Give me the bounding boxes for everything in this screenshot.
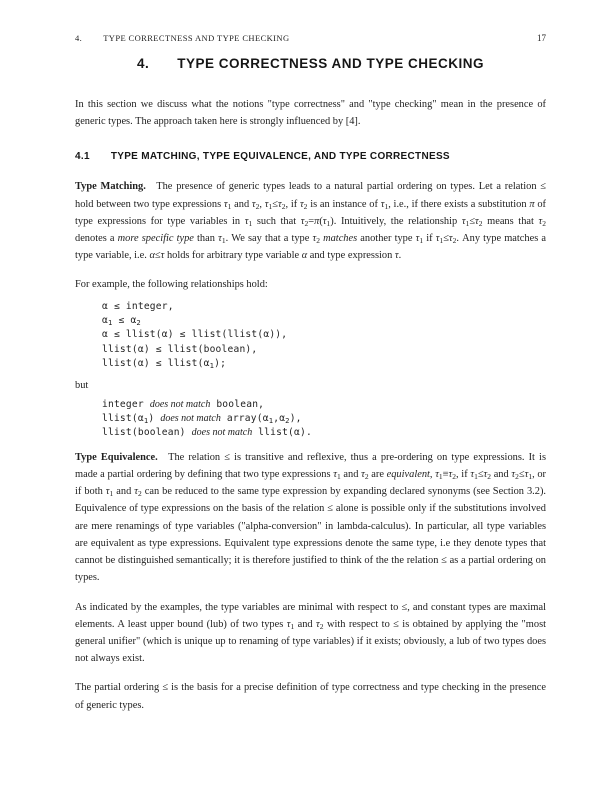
code-block-relationships [102, 300, 546, 372]
paragraph-type-equivalence: Type Equivalence. The relation ≤ is transitive and reflexive, thus a pre-ordering on type expressions. It is made a partial ordering by defining that two type expressions $\tau_1$ and $\tau_2$ are equivalent, $\tau_1\equiv\tau_2$, if $\tau_1\le\tau_2$ and $\tau_2\le\tau_1$, or if both $\tau_1$ and $\tau_2$ can be reduced to the same type expression by expanding declared synonyms (see Section 3.2). Equivalence of type expressions on the basis of the relation ≤ alone is possible only if the substitutions involved are mere renamings of type variables ("alpha-conversion" in lambda-calculus). In particular, all type variables are equivalent as type expressions. Equivalent type expressions denote the same type, i.e they denote types that cannot be distinguished semantically; it is therefore justified to think of the the relation ≤ as a partial ordering on types. [75, 451, 547, 584]
code-line: integer does not match boolean, [102, 398, 265, 410]
code-line: llist(α) ≤ $llist(\alpha_1)$; [102, 358, 227, 371]
running-head-section-number: 4. [75, 33, 83, 43]
section-title-number: 4. [136, 56, 150, 71]
running-head [75, 33, 546, 43]
paragraph-lub: As indicated by the examples, the type variables are minimal with respect to ≤, and constant types are maximal elements. A least upper bound (lub) of two types $\tau_1$ and $\tau_2$ with respect to ≤ is obtained by applying the "most general unifier" (which is unique up to renaming of type variables) if it exists; obviously, a lub of two types does not always exist. [75, 601, 547, 665]
paragraph-intro: In this section we discuss what the notions "type correctness" and "type checking" mean in the presence of generic types. The approach taken here is strongly influenced by [4]. [75, 99, 546, 128]
code-line: llist(α) ≤ llist(boolean), [102, 343, 258, 355]
but-connector: but [75, 379, 89, 391]
code-block-nonmatch [102, 398, 546, 441]
paragraph-closing: The partial ordering ≤ is the basis for a precise definition of type correctness and type checking in the presence of generic types. [75, 682, 546, 711]
subsection-number: 4.1 [75, 151, 90, 163]
paragraph-type-matching: Type Matching. The presence of generic types leads to a natural partial ordering on types. Let a relation ≤ hold between two type expressions $\tau_1$ and $\tau_2$, $\tau_1\le\tau_2$, if $\tau_2$ is an instance of $\tau_1$, i.e., if there exists a substitution π of type expressions for type variables in $\tau_1$ such that $\tau_2=\pi(\tau_1)$. Intuitively, the relationship $\tau_1\le\tau_2$ means that $\tau_2$ denotes a more specific type than $\tau_1$. We say that a type $\tau_2$ matches another type $\tau_1$ if $\tau_1\le\tau_2$. Any type matches a type variable, i.e. α≤τ holds for arbitrary type variable α and type expression τ. [75, 181, 547, 262]
code-line: $\alpha_1 \le \alpha_2$ [102, 315, 141, 328]
running-head-title: TYPE CORRECTNESS AND TYPE CHECKING [103, 33, 290, 43]
page-number: 17 [537, 33, 546, 43]
subsection-heading [75, 151, 546, 162]
paragraph-example-lead: For example, the following relationships hold: [75, 279, 268, 291]
code-line: α ≤ llist(α) ≤ llist(llist(α)), [102, 329, 288, 341]
section-title [75, 56, 546, 71]
code-line: $llist(\alpha_1)$ does not match $array(\alpha_1,\alpha_2)$, [102, 413, 302, 426]
code-line: α ≤ integer, [102, 300, 174, 312]
subsection-title: TYPE MATCHING, TYPE EQUIVALENCE, AND TYPE CORRECTNESS [110, 151, 450, 163]
code-line: llist(boolean) does not match llist(α). [102, 427, 312, 439]
section-title-text: TYPE CORRECTNESS AND TYPE CHECKING [177, 56, 485, 71]
running-head-left [75, 33, 289, 43]
